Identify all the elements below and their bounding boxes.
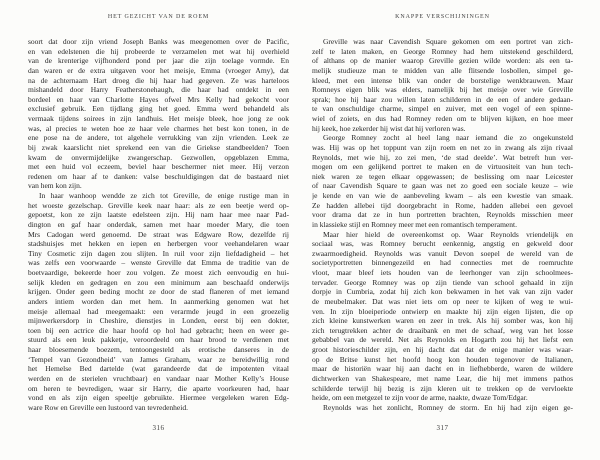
- running-header-right: KNAPPE VERSCHIJNINGEN: [395, 14, 490, 20]
- text-line: anders intiem worden dan met hem. In aanmerking genomen wat het: [28, 296, 289, 306]
- text-line: op de Britse kunst het hoofd hoog kon houden tegenover de Italianen,: [312, 354, 573, 364]
- text-line: Ze hadden allebei tijd doorgebracht in Rome, hadden allebei een gevoel: [312, 200, 573, 210]
- text-line: haar bloesemende boezem, tentoongesteld als erotische danseres in de: [28, 345, 289, 354]
- text-line: Tiny Cosmetic zijn dagen zou slijten. In ruil voor zijn liefdadigheid – het: [28, 248, 289, 258]
- text-line: groot historieschilder zijn, en hij dacht dat dat de enige manier was waar-: [312, 345, 573, 354]
- text-line: ware Row en Greville een lustoord van tevredenheid.: [28, 402, 188, 412]
- text-line: bordeel en haar van Charlotte Hayes ofwel Mrs Kelly had gekocht voor: [28, 94, 289, 104]
- text-line: hij keek, hoe zekerder hij wist dat hij verloren was.: [312, 123, 466, 133]
- text-line: schilderde terwijl hij bezig is zijn kleren uit te trekken op de vervloekte: [312, 383, 573, 393]
- text-line: heide, om een metgezel te zijn voor de arme, naakte, dwaze Tom/Edgar.: [312, 393, 528, 403]
- text-line: was, al precies te weten hoe ze haar vele charmes het best kon tonen, in de: [28, 123, 289, 133]
- text-line: kleed, met een intense blik van onder de borstelige wenkbrauwen. Maar: [312, 75, 573, 85]
- text-line: voor drama dat ze in hun portretten brachten, Reynolds misschien meer: [312, 210, 573, 220]
- text-line: In haar wanhoop wendde ze zich tot Greville, de enige rustige man in: [39, 191, 289, 200]
- text-line: gepoetst, kon ze zijn laatste edelsteen zijn. Hij nam haar mee naar Pad-: [28, 210, 289, 220]
- text-line: vermaak tijdens soirees in zijn landhuis. Het meisje bleek, hoe jong ze ook: [28, 114, 289, 123]
- text-line: societyportretten binnengezeild en had connecties met de roemruchte: [312, 258, 573, 268]
- text-line: soort dat door zijn vriend Joseph Banks was meegenomen over de Pacific,: [28, 37, 289, 46]
- text-line: werden en de sterielen vruchtbaar) en vandaar naar Mother Kelly’s House: [28, 373, 289, 383]
- text-line: Maar hier hield de overeenkomst op. Waar Reynolds vriendelijk en: [323, 229, 573, 239]
- text-line: Reynolds, met wie hij, zo zei men, ‘de stad deelde’. Wat betreft hun ver-: [312, 152, 573, 162]
- page-number-left: 316: [152, 424, 165, 433]
- text-line: sociaal was, was Romney berucht eenkennig, angstig en gekweld door: [312, 239, 573, 249]
- text-line: was. Hij was op het toppunt van zijn roem en net zo in zwang als zijn rivaal: [312, 142, 573, 152]
- text-line: kwam de onvermijdelijke zwangerschap. Gezwollen, opgeblazen Emma,: [28, 152, 289, 162]
- text-line: het Hemelse Bed dartelde (wat garandeerde dat de impotenten vitaal: [28, 364, 289, 374]
- text-line: stuurd als een leuk pakketje, veroordeeld om haar brood te verdienen met: [28, 335, 289, 345]
- text-line: mogen om een gelijkend portret te maken en de virtuositeit van hun tech-: [312, 162, 573, 172]
- text-line: mijnwerkersdorp in Cheshire, dienstjes in Londen, eerst bij een dokter,: [28, 316, 289, 326]
- text-line: stadshuisjes met hekken en iepen en herbergen voor veehandelaren waar: [28, 239, 289, 249]
- text-line: vloot, maar bleef iets houden van de leerhonger van zijn schoolmees-: [312, 268, 573, 277]
- text-line: ene pose na de andere, tot algehele verrukking van zijn vrienden. Leek ze: [28, 133, 289, 143]
- text-line: je kende en van wie de aanbeveling kwam – als een kwestie van smaak.: [312, 191, 573, 200]
- text-line: gebabbel van de wereld. Net als Reynolds en Hogarth zou hij het liefst een: [312, 335, 573, 345]
- page-number-right: 317: [436, 424, 449, 433]
- text-line: in klassieke stijl en Romney meer met een romantisch temperament.: [312, 219, 517, 229]
- text-line: van hem kon zijn.: [28, 181, 82, 191]
- text-line: zich terugtrekken achter de draaibank en met de schaaf, weg van het losse: [312, 325, 573, 335]
- text-line: dington en gaf haar onderdak, samen met haar moeder Mary, die toen: [28, 219, 289, 229]
- text-line: bij zwak kaarslicht niet sprekend een van die Griekse standbeelden? Toen: [28, 142, 289, 152]
- text-line: maar de historiën waar hij aan dacht en in liefhebberde, waren de wildere: [312, 364, 573, 374]
- page-right: [312, 14, 573, 432]
- text-line: exclusief gebruik. Een tijdlang ging het goed. Emma werd behandeld als: [28, 104, 289, 114]
- text-line: of althans op de manier waarop Greville gezien wilde worden: als een ta-: [312, 56, 573, 66]
- text-line: om heren te bevredigen, waar sir Harry, die aparte voorkeuren had, haar: [28, 383, 289, 393]
- text-line: het woeste gezelschap. Greville keek naar haar: als ze een beetje werd op-: [28, 200, 289, 210]
- text-line: Reynolds was het zonlicht, Romney de storm. En hij had zijn eigen ge-: [323, 402, 573, 412]
- text-line: niek waren ze tegen elkaar opgewassen; de beslissing om naar Leicester: [312, 171, 573, 181]
- text-line: zwaarmoedigheid. Reynolds was vanuit Devon soepel de wereld van de: [312, 248, 573, 258]
- text-line: boetvaardige, bekeerde hoer zou volgen. Ze moest zich eenvoudig en hui-: [28, 268, 289, 277]
- text-line: ‘Tempel van Gezondheid’ van James Graham, waar ze bereidwillig rond: [28, 354, 289, 364]
- page-text-left: [28, 37, 289, 412]
- text-line: te van onschuldige charme, simpel en zuiver, met een vogel of een spinne-: [312, 104, 573, 114]
- page-text-right: [312, 37, 573, 412]
- text-line: wiel of zoiets, en dus had Romney reden om te blijven kijken, en hoe meer: [312, 114, 573, 123]
- text-line: Romneys eigen blik was elders, namelijk bij het meisje over wie Greville: [312, 85, 573, 95]
- text-line: zelf te laten maken, en George Romney had hem uitstekend geschilderd,: [312, 46, 573, 56]
- text-line: met een huid vol eczeem, beviel haar beschermer niet meer. Hij verzon: [28, 162, 289, 172]
- text-line: na de achternaam Hart droeg die hij haar had gegeven. Ze was harteloos: [28, 75, 289, 85]
- page-left: [28, 14, 289, 432]
- text-line: sprak; hoe hij haar zou willen laten schilderen in de een of andere gedaan-: [312, 94, 573, 104]
- text-line: mishandeld door Harry Featherstonehaugh, die haar had ontdekt in een: [28, 85, 289, 95]
- text-line: dan waren er de extra uitgaven voor het meisje, Emma (vroeger Amy), dat: [28, 65, 289, 75]
- text-line: dorpje in Cumbria, zodat hij zich kon bekwamen in het vak van zijn vader: [312, 287, 573, 297]
- text-line: vond en als zijn eigen speeltje gebruikte. Hiermee vergeleken waren Edg-: [28, 393, 289, 403]
- text-line: melijk studieuze man te midden van alle flitsende losbollen, simpel ge-: [312, 65, 573, 75]
- text-line: George Romney zocht al heel lang naar iemand die zo ongekunsteld: [323, 133, 573, 143]
- text-line: dichtwerken van Shakespeare, met name Lear, die hij met immens pathos: [312, 373, 573, 383]
- text-line: selijk kleden en gedragen en zou een minimum aan beschaafd onderwijs: [28, 277, 289, 287]
- text-line: toen bij een actrice die haar hoofd op hol had gebracht; heen en weer ge-: [28, 325, 289, 335]
- text-line: en van edelstenen die hij probeerde te verzamelen met wat hij overhield: [28, 46, 289, 56]
- running-header-left: HET GEZICHT VAN DE ROEM: [107, 14, 210, 20]
- text-line: krijgen. Onder geen beding mocht ze door de stad flaneren of met iemand: [28, 287, 289, 297]
- text-line: of naar Cavendish Square te gaan was net zo goed een sociale keuze – wie: [312, 181, 573, 191]
- text-line: tervader. George Romney was op zijn tiende van school gehaald in zijn: [312, 277, 573, 287]
- text-line: meisje allemaal had meegemaakt: een verarmde jeugd in een groezelig: [28, 306, 289, 316]
- text-line: Greville was naar Cavendish Square gekomen om een portret van zich-: [323, 37, 573, 46]
- text-line: Mrs Cadogan werd genoemd. De straat was Edgware Row, dezelfde rij: [28, 229, 289, 239]
- text-line: ven. In zijn bloeiperiode ontwierp en maakte hij zijn eigen lijsten, die op: [312, 306, 573, 316]
- text-line: redenen om haar af te danken: valse beschuldigingen dat de bastaard niet: [28, 171, 289, 181]
- text-line: van de krenterige vijfhonderd pond per jaar die zijn toelage vormde. En: [28, 56, 289, 66]
- text-line: was zelfs een voorwaarde – wenste Greville dat Emma de traditie van de: [28, 258, 289, 268]
- text-line: zich kleine kunstwerken waren en zeer in trek. Als hij somber was, kon hij: [312, 316, 573, 326]
- text-line: de meubelmaker. Dat was niet iets om op neer te kijken of weg te wui-: [312, 296, 573, 306]
